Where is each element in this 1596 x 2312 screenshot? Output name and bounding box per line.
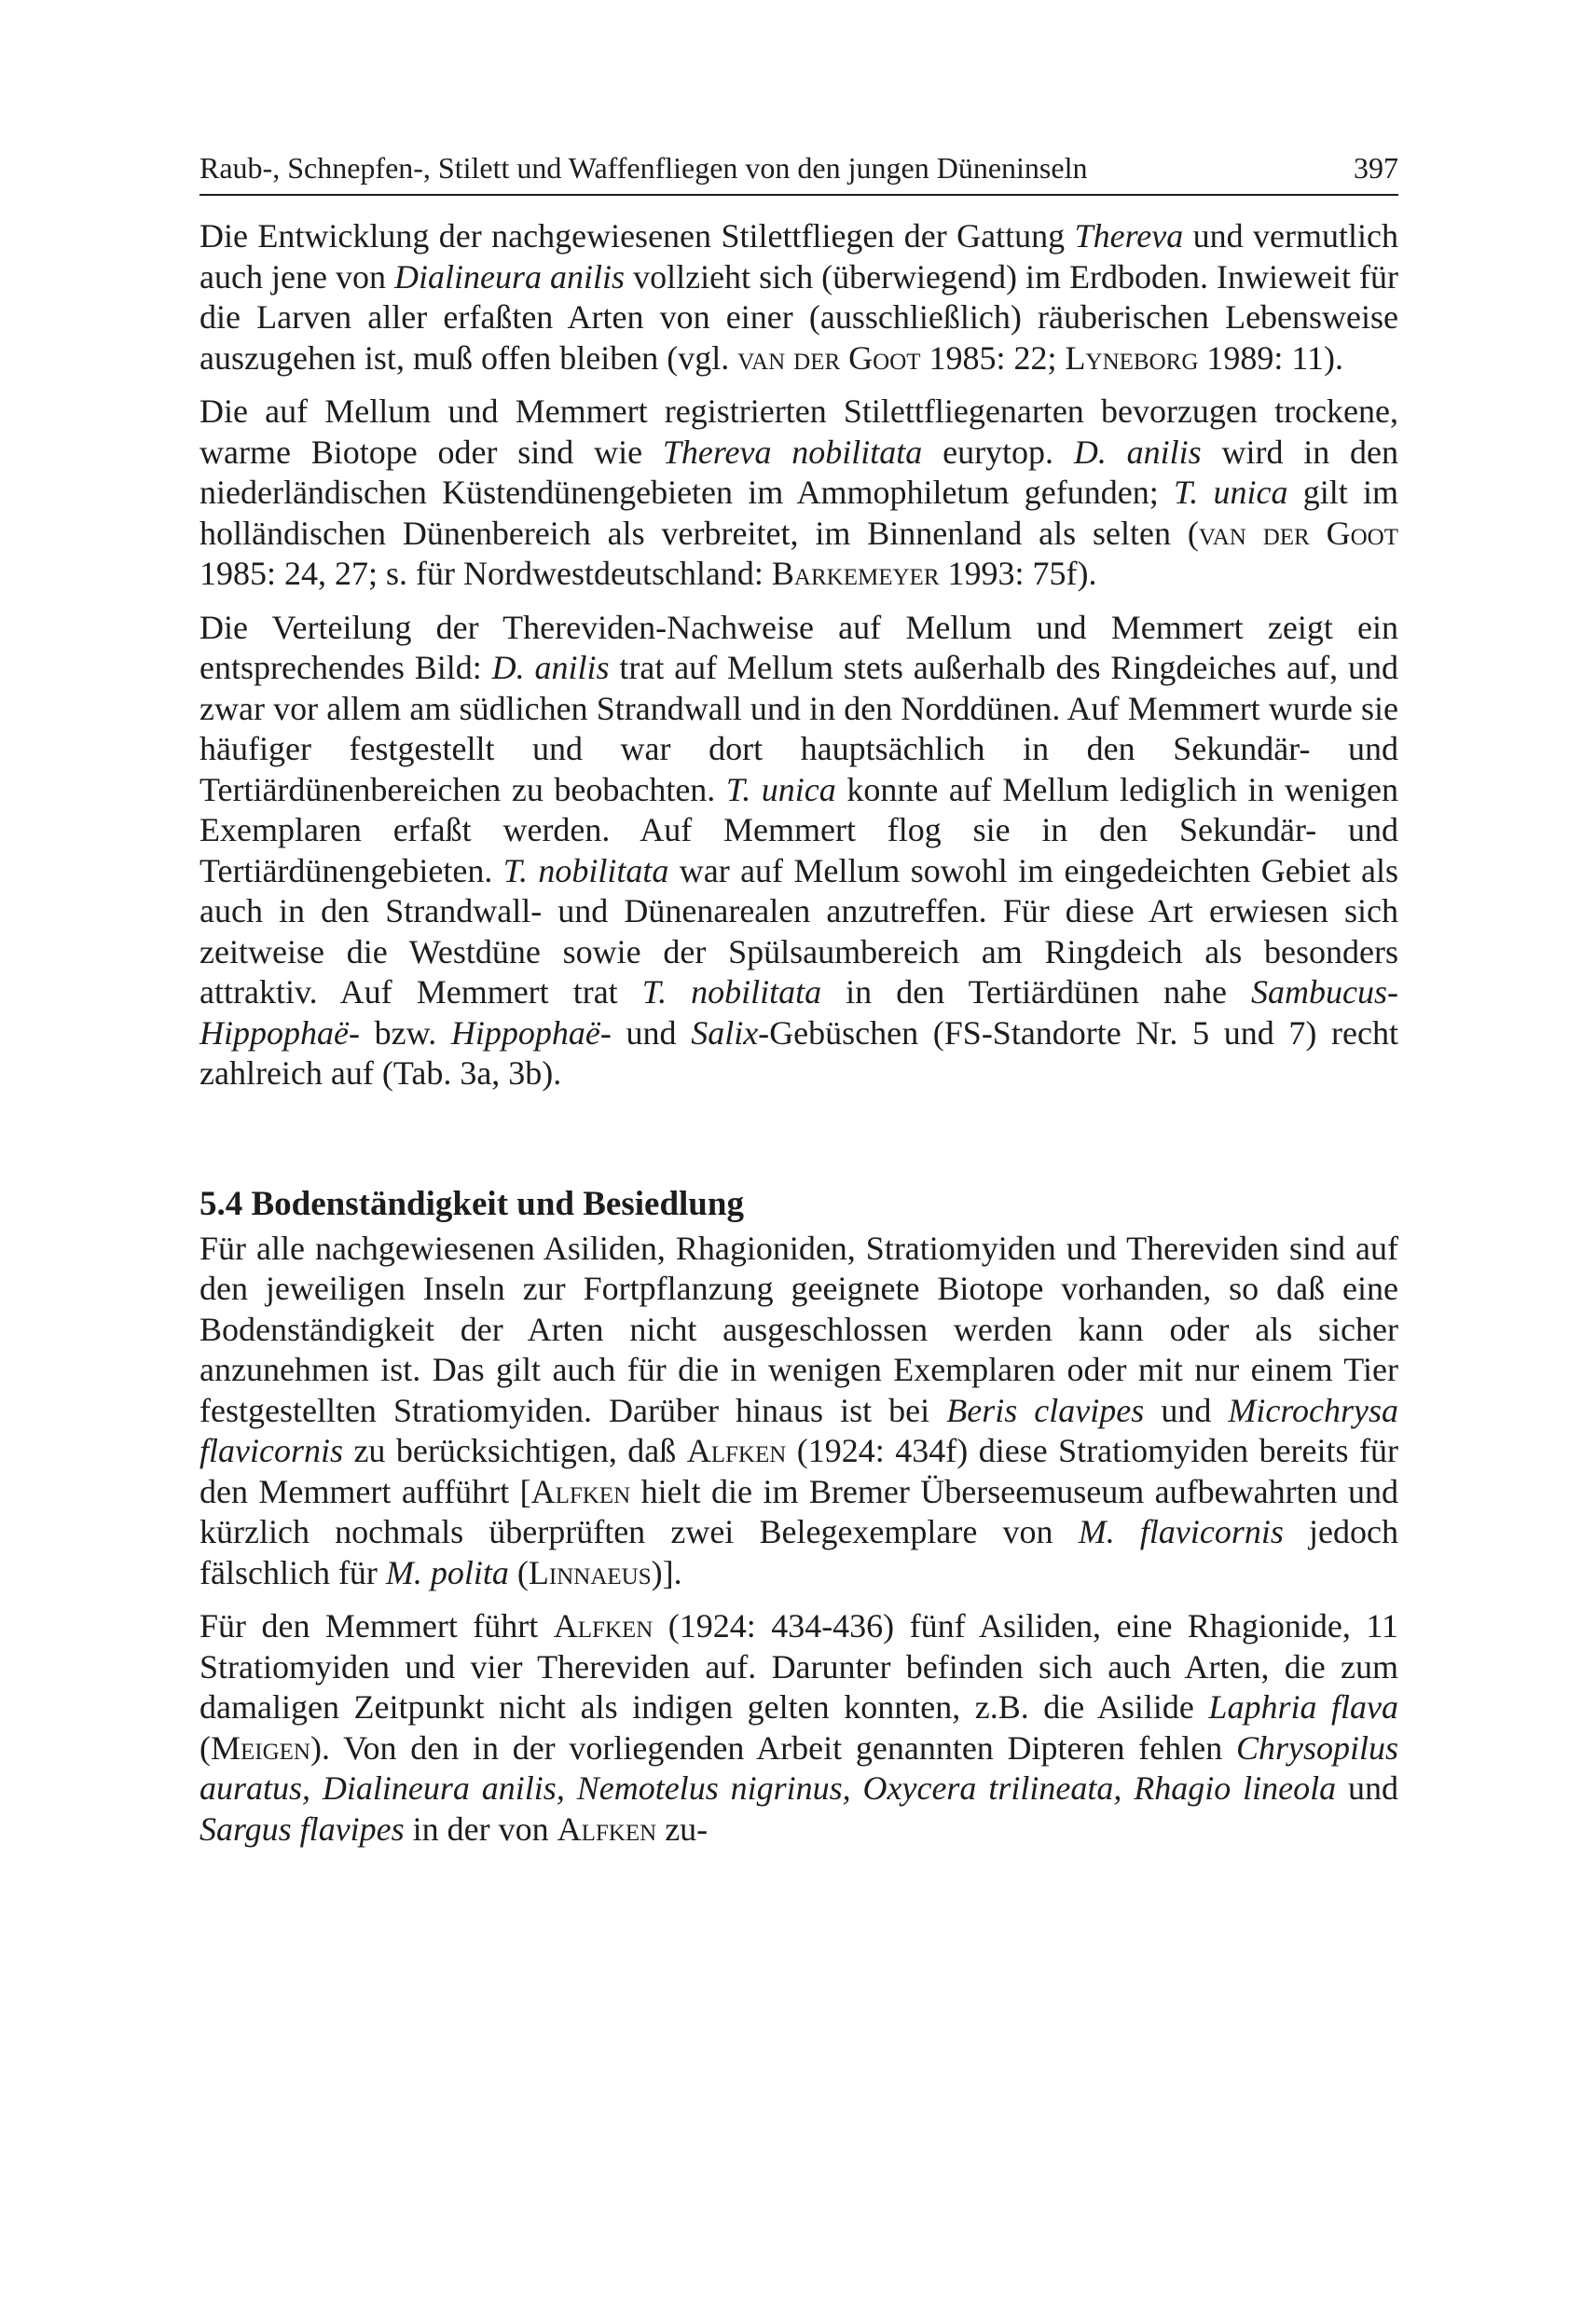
text-run: war auf Mellum sowohl im eingedeichten Gebiet als auch in den Strandwall- und Dünenarealen anzutreffen. Für diese Art erwiesen sich zeitweise die Westdüne sowie der Spülsaumbereich am Ringdeich als besonders attraktiv. Auf Memmert trat xyxy=(200,851,1398,1011)
text-run: Gebüschen (FS-Standorte Nr. 5 und 7) recht zahlreich auf (Tab. 3a, 3b). xyxy=(200,1013,1398,1092)
text-run: zu- xyxy=(656,1810,709,1848)
page-number: 397 xyxy=(1354,151,1398,185)
text-run: konnte auf Mellum lediglich in wenigen Exemplaren erfaßt werden. Auf Memmert flog sie in den Sekundär- und Tertiärdünengebieten. xyxy=(200,770,1398,889)
text-run: jedoch fälschlich für xyxy=(200,1513,1398,1591)
text-run: (1924: 434-436) fünf Asiliden, eine Rhagionide, 11 Stratiomyiden und vier Thereviden auf. Darunter befinden sich auch Arten, die zum damaligen Zeitpunkt nicht als indigen gelten konnten, z.B. die Asilide xyxy=(200,1607,1398,1726)
running-title: Raub-, Schnepfen-, Stilett und Waffenfliegen von den jungen Düneninseln xyxy=(200,151,1088,185)
taxon-name: T. nobilitata xyxy=(641,973,822,1011)
text-run: vollzieht sich (überwiegend) im Erdboden. Inwieweit für die Larven aller erfaßten Arten von einer (ausschließlich) räuberischen Lebensweise auszugehen ist, muß offen bleiben (vgl. xyxy=(200,257,1399,377)
taxon-name: T. nobilitata xyxy=(502,851,669,889)
taxon-name: D. anilis xyxy=(491,649,610,686)
taxon-name: Thereva nobilitata xyxy=(662,433,923,471)
taxon-name: D. anilis xyxy=(1073,433,1202,471)
taxon-name: T. unica xyxy=(725,770,836,808)
body-text xyxy=(200,216,1398,1094)
text-run: (1924: 434f) diese Stratiomyiden bereits für den Memmert aufführt [ xyxy=(200,1432,1398,1510)
text-run: ). Von den in der vorliegenden Arbeit genannten Dipteren fehlen xyxy=(310,1728,1236,1767)
author-name: Barkemeyer xyxy=(771,555,940,592)
paragraph-2 xyxy=(200,392,1398,595)
text-run: wird in den niederländischen Küstendünengebieten im Ammophiletum gefunden; xyxy=(200,433,1399,511)
text-run: eurytop. xyxy=(922,433,1074,471)
taxon-name: Microchrysa flavicornis xyxy=(200,1391,1399,1469)
text-run: und xyxy=(1144,1391,1229,1429)
author-name: Alfken xyxy=(553,1607,654,1645)
author-name: Alfken xyxy=(686,1432,787,1469)
text-run: )]. xyxy=(651,1553,682,1591)
page xyxy=(200,149,1398,1863)
text-run: in der von xyxy=(404,1810,557,1848)
text-run: 1993: 75f). xyxy=(939,555,1097,592)
taxon-name: Hippophaë- xyxy=(450,1013,612,1052)
text-run: zu berücksichtigen, daß xyxy=(342,1432,687,1469)
text-run: Für alle nachgewiesenen Asiliden, Rhagioniden, Stratiomyiden und Thereviden sind auf den jeweiligen Inseln zur Fortpflanzung geeignete Biotope vorhanden, so daß eine Bodenständigkeit der Arten nicht ausgeschlossen werden kann oder als sicher anzunehmen ist. Das gilt auch für die in wenigen Exemplaren oder mit nur einem Tier festgestellten Stratiomyiden. Darüber hinaus ist bei xyxy=(200,1229,1398,1429)
author-name: van der Goot xyxy=(1198,514,1398,552)
taxon-name: Thereva xyxy=(1074,217,1184,255)
taxon-name: Dialineura anilis xyxy=(394,257,626,296)
paragraph-1 xyxy=(200,216,1398,378)
text-run: Für den Memmert führt xyxy=(200,1607,554,1645)
text-run: trat auf Mellum stets außerhalb des Ringdeiches auf, und zwar vor allem am südlichen Strandwall und in den Norddünen. Auf Memmert wurde sie häufiger festgestellt und war dort hauptsächlich in den Sekundär- und Tertiärdünenbereichen zu beobachten. xyxy=(200,649,1399,808)
taxon-name: Salix- xyxy=(691,1013,770,1052)
author-name: van der Goot xyxy=(737,338,921,377)
text-run: 1989: 11). xyxy=(1198,338,1344,377)
text-run: gilt im holländischen Dünenbereich als verbreitet, im Binnenland als selten ( xyxy=(200,474,1398,552)
section-heading: 5.4 Bodenständigkeit und Besiedlung xyxy=(200,1184,744,1223)
taxon-name: Sargus flavipes xyxy=(200,1810,405,1848)
running-header xyxy=(200,149,1398,196)
text-run: Die Verteilung der Thereviden-Nachweise auf Mellum und Memmert zeigt ein entsprechendes Bild: xyxy=(200,608,1398,686)
author-name: Alfken xyxy=(557,1810,657,1848)
taxon-name: T. unica xyxy=(1173,474,1288,511)
text-run: Die auf Mellum und Memmert registrierten Stilettfliegenarten bevorzugen trockene, warme Biotope oder sind wie xyxy=(200,392,1398,471)
text-run: ( xyxy=(508,1553,529,1591)
text-run: hielt die im Bremer Überseemuseum aufbewahrten und kürzlich nochmals überprüften zwei Belegexemplare von xyxy=(200,1472,1398,1550)
section-paragraph-1 xyxy=(200,1229,1398,1594)
section-body xyxy=(200,1229,1398,1851)
author-name: Meigen xyxy=(211,1728,310,1767)
text-run: und xyxy=(611,1013,692,1052)
author-name: Lyneborg xyxy=(1065,338,1199,377)
text-run: und vermutlich auch jene von xyxy=(200,217,1398,296)
taxon-name: Beris clavipes xyxy=(946,1391,1145,1429)
text-run: ( xyxy=(200,1728,211,1767)
taxon-name: Chrysopilus auratus, Dialineura anilis, Nemotelus nigrinus, Oxycera trilineata, Rhagio lineola xyxy=(200,1728,1398,1807)
taxon-name: M. flavicornis xyxy=(1078,1513,1284,1550)
text-run: in den Tertiärdünen nahe xyxy=(821,973,1252,1011)
taxon-name: M. polita xyxy=(385,1553,509,1591)
text-run: und xyxy=(1336,1769,1399,1807)
text-run: Die Entwicklung der nachgewiesenen Stilettfliegen der Gattung xyxy=(200,217,1075,255)
author-name: Alfken xyxy=(530,1472,631,1510)
text-run: 1985: 22; xyxy=(920,338,1066,377)
section-paragraph-2 xyxy=(200,1606,1398,1850)
paragraph-3 xyxy=(200,608,1398,1094)
text-run: bzw. xyxy=(359,1013,451,1052)
author-name: Linnaeus xyxy=(528,1553,652,1591)
text-run: 1985: 24, 27; s. für Nordwestdeutschland: xyxy=(200,555,772,592)
taxon-name: Laphria flava xyxy=(1208,1688,1398,1726)
taxon-name: Sambucus-Hippophaë- xyxy=(200,973,1399,1052)
